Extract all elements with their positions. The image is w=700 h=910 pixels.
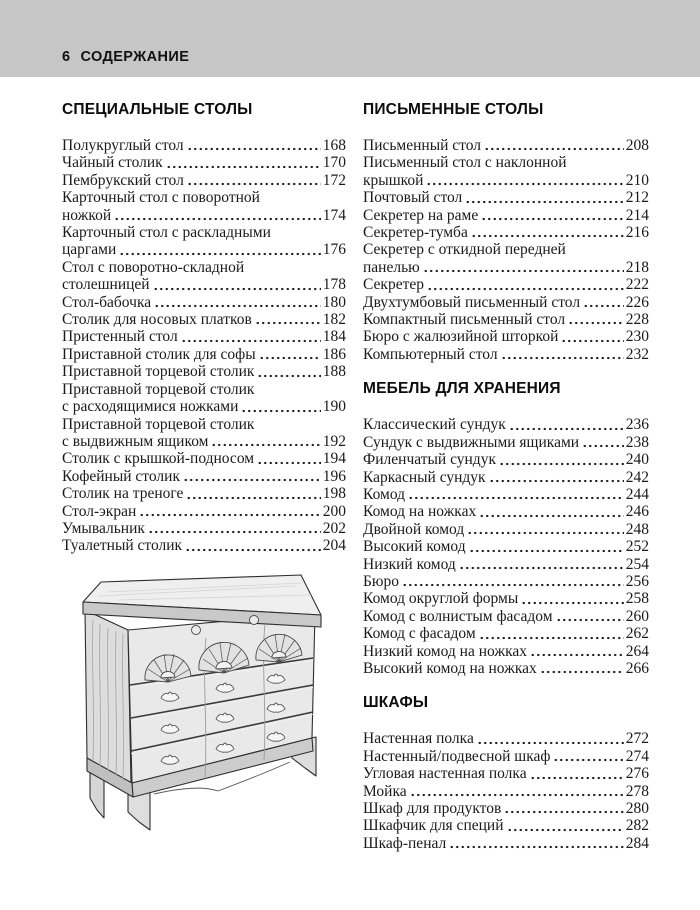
entry-title: Двойной комод	[363, 520, 465, 538]
dot-leader	[499, 451, 624, 468]
toc-entry-line	[62, 328, 346, 345]
entry-page-number: 174	[322, 206, 346, 224]
dot-leader	[477, 730, 624, 747]
entry-title: Угловая настенная полка	[363, 765, 527, 783]
toc-entry-line	[363, 643, 649, 660]
entry-page-number: 252	[625, 538, 649, 556]
toc-entry-line	[62, 363, 346, 380]
entry-title: Сундук с выдвижными ящиками	[363, 433, 580, 451]
entry-title: Приставной торцевой столик	[62, 415, 255, 433]
entry-page-number: 262	[625, 625, 649, 643]
toc-entry-line	[62, 520, 346, 537]
toc-entry-line	[62, 398, 346, 415]
entry-title: Кофейный столик	[62, 467, 180, 485]
entry-title: Филенчатый сундук	[363, 451, 496, 469]
toc-entry-line	[363, 241, 649, 258]
toc-column-right	[363, 100, 649, 868]
entry-title: Шкафчик для специй	[363, 817, 504, 835]
dot-leader	[479, 503, 624, 520]
entry-page-number: 284	[625, 834, 649, 852]
dot-leader	[185, 537, 321, 554]
dot-leader	[467, 521, 624, 538]
entry-page-number: 274	[625, 747, 649, 765]
dot-leader	[166, 154, 321, 171]
dot-leader	[114, 207, 321, 224]
chest-of-drawers-illustration	[68, 570, 328, 848]
dot-leader	[257, 450, 321, 467]
entry-title: Приставной торцевой столик	[62, 363, 255, 381]
dot-leader	[187, 137, 321, 154]
entry-page-number: 238	[625, 433, 649, 451]
entry-page-number: 282	[625, 817, 649, 835]
dot-leader	[465, 189, 623, 206]
entry-page-number: 230	[625, 328, 649, 346]
dot-leader	[489, 469, 624, 486]
entry-page-number: 210	[625, 171, 649, 189]
toc-entry-line	[62, 433, 346, 450]
entry-title: Стол-экран	[62, 502, 137, 520]
dot-leader	[504, 800, 623, 817]
toc-entry-line	[62, 537, 346, 554]
section-title: ШКАФЫ	[363, 694, 429, 712]
dot-leader	[509, 416, 624, 433]
dot-leader	[139, 503, 320, 520]
entry-title: Карточный стол с раскладными	[62, 224, 271, 242]
dot-leader	[181, 328, 321, 345]
toc-entry-line	[363, 660, 649, 677]
entry-page-number: 208	[625, 137, 649, 154]
entry-title: Карточный стол с поворотной	[62, 189, 260, 207]
toc-entry-line	[363, 154, 649, 171]
entry-page-number: 202	[322, 519, 346, 537]
toc-entry-line	[363, 311, 649, 328]
page-title: СОДЕРЖАНИЕ	[80, 49, 190, 65]
entry-title: Пристенный стол	[62, 328, 178, 346]
entry-page-number: 248	[625, 520, 649, 538]
entry-title: Классический сундук	[363, 416, 506, 434]
dot-leader	[583, 294, 624, 311]
dot-leader	[153, 276, 321, 293]
entry-page-number: 176	[322, 241, 346, 259]
entry-title: Мойка	[363, 782, 407, 800]
entry-page-number: 184	[322, 328, 346, 346]
entry-page-number: 190	[322, 398, 346, 416]
entry-page-number: 260	[625, 607, 649, 625]
dot-leader	[257, 363, 320, 380]
toc-section	[363, 693, 649, 852]
entry-page-number: 214	[625, 206, 649, 224]
dot-leader	[427, 276, 624, 293]
dot-leader	[148, 520, 321, 537]
entry-title: панелью	[363, 258, 420, 276]
toc-entry-line	[62, 241, 346, 258]
entry-page-number: 182	[322, 311, 346, 329]
toc-entry-line	[363, 608, 649, 625]
toc-entry-line	[62, 311, 346, 328]
toc-entry-line	[62, 485, 346, 502]
entry-title: Высокий комод	[363, 538, 466, 556]
toc-entry-line	[363, 276, 649, 293]
entry-title: Туалетный столик	[62, 537, 183, 555]
entry-title: Комод с волнистым фасадом	[363, 607, 553, 625]
entry-title: Высокий комод на ножках	[363, 659, 537, 677]
toc-entry-line	[363, 434, 649, 451]
entry-page-number: 258	[625, 590, 649, 608]
dot-leader	[556, 608, 624, 625]
entry-title: ножкой	[62, 206, 112, 224]
entry-page-number: 204	[322, 537, 346, 555]
toc-entry-line	[62, 189, 346, 206]
toc-entry-line	[62, 207, 346, 224]
entry-page-number: 246	[625, 503, 649, 521]
dot-leader	[408, 486, 624, 503]
entry-page-number: 186	[322, 345, 346, 363]
dot-leader	[582, 434, 624, 451]
toc-entry-line	[363, 765, 649, 782]
entry-title: Каркасный сундук	[363, 468, 486, 486]
toc-entry-line	[62, 416, 346, 433]
entry-title: с расходящимися ножками	[62, 398, 239, 416]
entry-title: Комод округлой формы	[363, 590, 519, 608]
toc-entry-line	[363, 172, 649, 189]
toc-entry-line	[363, 573, 649, 590]
entry-title: Низкий комод	[363, 555, 456, 573]
dot-leader	[479, 625, 624, 642]
toc-entry-line	[363, 259, 649, 276]
dot-leader	[481, 207, 624, 224]
toc-entry-line	[62, 259, 346, 276]
entry-page-number: 216	[625, 224, 649, 242]
entry-page-number: 196	[322, 467, 346, 485]
entry-title: Комод	[363, 485, 406, 503]
entry-title: Шкаф для продуктов	[363, 800, 502, 817]
entry-page-number: 236	[625, 416, 649, 434]
section-title: МЕБЕЛЬ ДЛЯ ХРАНЕНИЯ	[363, 380, 561, 398]
entry-title: Секретер на раме	[363, 206, 479, 224]
entry-title: Столик на треноге	[62, 485, 184, 503]
toc-entry-line	[363, 451, 649, 468]
dot-leader	[521, 590, 624, 607]
dot-leader	[501, 346, 624, 363]
toc-entry-line	[62, 346, 346, 363]
entry-page-number: 278	[625, 782, 649, 800]
toc-entry-line	[62, 503, 346, 520]
toc-entry-line	[62, 224, 346, 241]
dot-leader	[459, 556, 624, 573]
entry-title: Комод на ножках	[363, 503, 477, 521]
toc-entry-line	[363, 783, 649, 800]
dot-leader	[561, 328, 623, 345]
entry-title: Письменный стол с наклонной	[363, 154, 567, 172]
toc-entry-line	[363, 590, 649, 607]
section-title: СПЕЦИАЛЬНЫЕ СТОЛЫ	[62, 101, 253, 118]
entry-title: Низкий комод на ножках	[363, 642, 528, 660]
entry-page-number: 198	[322, 485, 346, 503]
toc-entry-line	[62, 137, 346, 154]
entry-page-number: 172	[322, 171, 346, 189]
toc-entry-line	[62, 276, 346, 293]
entry-title: Комод с фасадом	[363, 625, 476, 643]
toc-entry-line	[363, 346, 649, 363]
toc-entry-line	[62, 381, 346, 398]
section-title: ПИСЬМЕННЫЕ СТОЛЫ	[363, 101, 544, 118]
entry-page-number: 178	[322, 276, 346, 294]
entry-page-number: 218	[625, 258, 649, 276]
toc-entry-line	[363, 625, 649, 642]
entry-page-number: 200	[322, 502, 346, 520]
entry-page-number: 276	[625, 765, 649, 783]
entry-page-number: 264	[625, 642, 649, 660]
dot-leader	[119, 241, 320, 258]
entry-page-number: 256	[625, 572, 649, 590]
entry-page-number: 192	[322, 432, 346, 450]
entry-page-number: 254	[625, 555, 649, 573]
dot-leader	[507, 817, 624, 834]
dot-leader	[259, 346, 321, 363]
entry-title: Компьютерный стол	[363, 345, 498, 363]
toc-entry-line	[363, 800, 649, 817]
toc-entry-line	[363, 503, 649, 520]
dot-leader	[154, 294, 321, 311]
toc-entry-line	[363, 137, 649, 154]
dot-leader	[402, 573, 624, 590]
entry-page-number: 232	[625, 345, 649, 363]
entry-page-number: 170	[322, 154, 346, 172]
dot-leader	[553, 748, 623, 765]
dot-leader	[255, 311, 321, 328]
entry-page-number: 180	[322, 293, 346, 311]
toc-entry-line	[62, 450, 346, 467]
entry-title: столешницей	[62, 276, 150, 294]
toc-entry-line	[363, 294, 649, 311]
entry-page-number: 188	[322, 363, 346, 381]
dot-leader	[449, 835, 624, 852]
dot-leader	[530, 765, 624, 782]
dot-leader	[410, 783, 624, 800]
entry-title: Бюро	[363, 572, 399, 590]
entry-page-number: 168	[322, 137, 346, 154]
page-number: 6	[62, 49, 71, 65]
entry-title: Компактный письменный стол	[363, 311, 566, 329]
dot-leader	[211, 433, 320, 450]
toc-entry-line	[363, 486, 649, 503]
entry-title: Настенная полка	[363, 730, 474, 748]
entry-title: Секретер-тумба	[363, 224, 468, 242]
entry-page-number: 272	[625, 730, 649, 748]
toc-entry-line	[62, 172, 346, 189]
toc-entry-line	[363, 328, 649, 345]
entry-title: Письменный стол	[363, 137, 482, 154]
toc-entry-line	[363, 224, 649, 241]
entry-page-number: 244	[625, 485, 649, 503]
entry-title: Настенный/подвесной шкаф	[363, 747, 551, 765]
entry-page-number: 226	[625, 293, 649, 311]
toc-entry-line	[363, 538, 649, 555]
entry-page-number: 242	[625, 468, 649, 486]
dot-leader	[183, 468, 321, 485]
toc-entry-line	[363, 189, 649, 206]
toc-entry-line	[363, 730, 649, 747]
entry-title: Полукруглый стол	[62, 137, 184, 154]
dot-leader	[186, 485, 320, 502]
entry-title: Шкаф-пенал	[363, 834, 447, 852]
entry-page-number: 212	[625, 189, 649, 207]
page-header	[62, 49, 189, 65]
dot-leader	[241, 398, 320, 415]
entry-title: Столик для носовых платков	[62, 311, 252, 329]
toc-entry-line	[62, 154, 346, 171]
entry-title: Пембрукский стол	[62, 171, 184, 189]
entry-title: Столик с крышкой-подносом	[62, 450, 255, 468]
entry-title: Стол с поворотно-складной	[62, 258, 245, 276]
entry-title: крышкой	[363, 171, 424, 189]
entry-page-number: 280	[625, 800, 649, 817]
entry-title: с выдвижным ящиком	[62, 432, 209, 450]
toc-section	[363, 379, 649, 677]
entry-page-number: 240	[625, 451, 649, 469]
dot-leader	[426, 172, 623, 189]
dot-leader	[530, 643, 624, 660]
dot-leader	[471, 224, 624, 241]
entry-page-number: 266	[625, 659, 649, 677]
entry-title: Приставной столик для софы	[62, 345, 256, 363]
entry-title: Чайный столик	[62, 154, 163, 172]
toc-entry-line	[363, 556, 649, 573]
toc-entry-line	[62, 294, 346, 311]
entry-title: Умывальник	[62, 519, 145, 537]
dot-leader	[568, 311, 624, 328]
toc-entry-line	[363, 207, 649, 224]
entry-page-number: 228	[625, 311, 649, 329]
dot-leader	[187, 172, 321, 189]
entry-title: Секретер с откидной передней	[363, 241, 566, 259]
dot-leader	[469, 538, 624, 555]
toc-entry-line	[363, 416, 649, 433]
entry-page-number: 222	[625, 276, 649, 294]
dot-leader	[484, 137, 624, 154]
toc-entry-line	[363, 817, 649, 834]
page-header-band	[0, 0, 700, 77]
toc-entry-line	[363, 469, 649, 486]
toc-entry-line	[363, 748, 649, 765]
dot-leader	[423, 259, 624, 276]
entry-title: Почтовый стол	[363, 189, 463, 207]
toc-entry-line	[62, 468, 346, 485]
toc-entry-line	[363, 835, 649, 852]
dot-leader	[540, 660, 624, 677]
toc-entry-line	[363, 521, 649, 538]
entry-title: Секретер	[363, 276, 424, 294]
entry-page-number: 194	[322, 450, 346, 468]
entry-title: Бюро с жалюзийной шторкой	[363, 328, 559, 346]
toc-column-left	[62, 100, 346, 571]
toc-section	[363, 100, 649, 363]
toc-section	[62, 100, 346, 555]
entry-title: Двухтумбовый письменный стол	[363, 293, 581, 311]
entry-title: царгами	[62, 241, 117, 259]
entry-title: Стол-бабочка	[62, 293, 152, 311]
entry-title: Приставной торцевой столик	[62, 380, 255, 398]
